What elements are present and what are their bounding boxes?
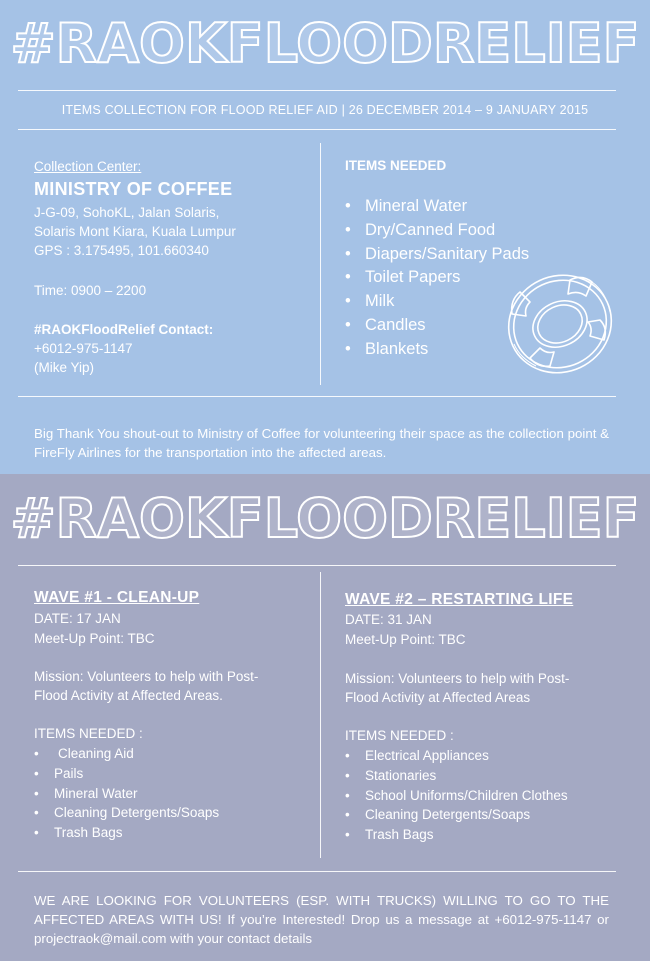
address-line-1: J-G-09, SohoKL, Jalan Solaris, bbox=[34, 205, 220, 220]
contact-person: (Mike Yip) bbox=[34, 360, 95, 375]
items-needed-title: ITEMS NEEDED bbox=[345, 158, 447, 173]
list-item: • Milk bbox=[345, 290, 529, 314]
volunteer-call-to-action: WE ARE LOOKING FOR VOLUNTEERS (ESP. WITH TRUCKS) WILLING TO GO TO THE AFFECTED AREAS WITH US! If you’re Interested! Drop us a message at +6012-975-1147 or projectraok@mail.com with your contact details bbox=[34, 893, 609, 946]
wave-2-mission-line-2: Flood Activity at Affected Areas bbox=[345, 690, 531, 705]
wave-1-mission-line-2: Flood Activity at Affected Areas. bbox=[34, 688, 223, 703]
divider bbox=[18, 565, 616, 566]
wave-1-title: WAVE #1 - CLEAN-UP bbox=[34, 589, 200, 606]
wave-1-items-title: ITEMS NEEDED : bbox=[34, 726, 143, 741]
hashtag-title-bottom: #RAOKFLOODRELIEF bbox=[10, 487, 640, 550]
wave-2-items-title: ITEMS NEEDED : bbox=[345, 728, 454, 743]
list-item: • Diapers/Sanitary Pads bbox=[345, 243, 529, 267]
list-item: • Cleaning Aid bbox=[34, 744, 219, 764]
contact-phone: +6012-975-1147 bbox=[34, 341, 133, 356]
list-item: • Stationaries bbox=[345, 766, 568, 786]
gps-coordinates: GPS : 3.175495, 101.660340 bbox=[34, 243, 209, 258]
divider bbox=[18, 90, 616, 91]
list-item: • School Uniforms/Children Clothes bbox=[345, 786, 568, 806]
list-item: • Cleaning Detergents/Soaps bbox=[34, 803, 219, 823]
wave-1-items-list bbox=[34, 744, 219, 843]
divider bbox=[18, 129, 616, 130]
collection-banner: ITEMS COLLECTION FOR FLOOD RELIEF AID | 26 DECEMBER 2014 – 9 JANUARY 2015 bbox=[61, 103, 589, 117]
contact-label: #RAOKFloodRelief Contact: bbox=[34, 322, 214, 337]
wave-2-items-list bbox=[345, 746, 568, 845]
lifebuoy-icon bbox=[500, 262, 622, 384]
list-item: • Mineral Water bbox=[345, 195, 529, 219]
column-divider bbox=[320, 572, 321, 858]
list-item: • Mineral Water bbox=[34, 784, 219, 804]
wave-1-date: DATE: 17 JAN bbox=[34, 611, 121, 626]
hashtag-title-top: #RAOKFLOODRELIEF bbox=[10, 12, 640, 75]
wave-2-date: DATE: 31 JAN bbox=[345, 612, 432, 627]
wave-2-meetup: Meet-Up Point: TBC bbox=[345, 632, 466, 647]
list-item: • Trash Bags bbox=[34, 823, 219, 843]
list-item: • Pails bbox=[34, 764, 219, 784]
wave-2-title: WAVE #2 – RESTARTING LIFE bbox=[345, 591, 574, 608]
wave-2-mission-line-1: Mission: Volunteers to help with Post- bbox=[345, 671, 570, 686]
list-item: • Electrical Appliances bbox=[345, 746, 568, 766]
list-item: • Cleaning Detergents/Soaps bbox=[345, 805, 568, 825]
wave-1-meetup: Meet-Up Point: TBC bbox=[34, 631, 155, 646]
address-line-2: Solaris Mont Kiara, Kuala Lumpur bbox=[34, 224, 236, 239]
collection-section bbox=[0, 0, 650, 474]
column-divider bbox=[320, 143, 321, 385]
volunteer-section bbox=[0, 474, 650, 961]
collection-center-name: MINISTRY OF COFFEE bbox=[34, 179, 233, 199]
divider bbox=[18, 396, 616, 397]
list-item: • Dry/Canned Food bbox=[345, 219, 529, 243]
collection-center-label: Collection Center: bbox=[34, 159, 142, 174]
wave-1-mission-line-1: Mission: Volunteers to help with Post- bbox=[34, 669, 259, 684]
list-item: • Blankets bbox=[345, 338, 529, 362]
list-item: • Trash Bags bbox=[345, 825, 568, 845]
opening-time: Time: 0900 – 2200 bbox=[34, 283, 147, 298]
list-item: • Candles bbox=[345, 314, 529, 338]
thank-you-note: Big Thank You shout-out to Ministry of Coffee for volunteering their space as the collection point & FireFly Airlines for the transportation into the affected areas. bbox=[34, 426, 609, 460]
list-item: • Toilet Papers bbox=[345, 266, 529, 290]
divider bbox=[18, 871, 616, 872]
